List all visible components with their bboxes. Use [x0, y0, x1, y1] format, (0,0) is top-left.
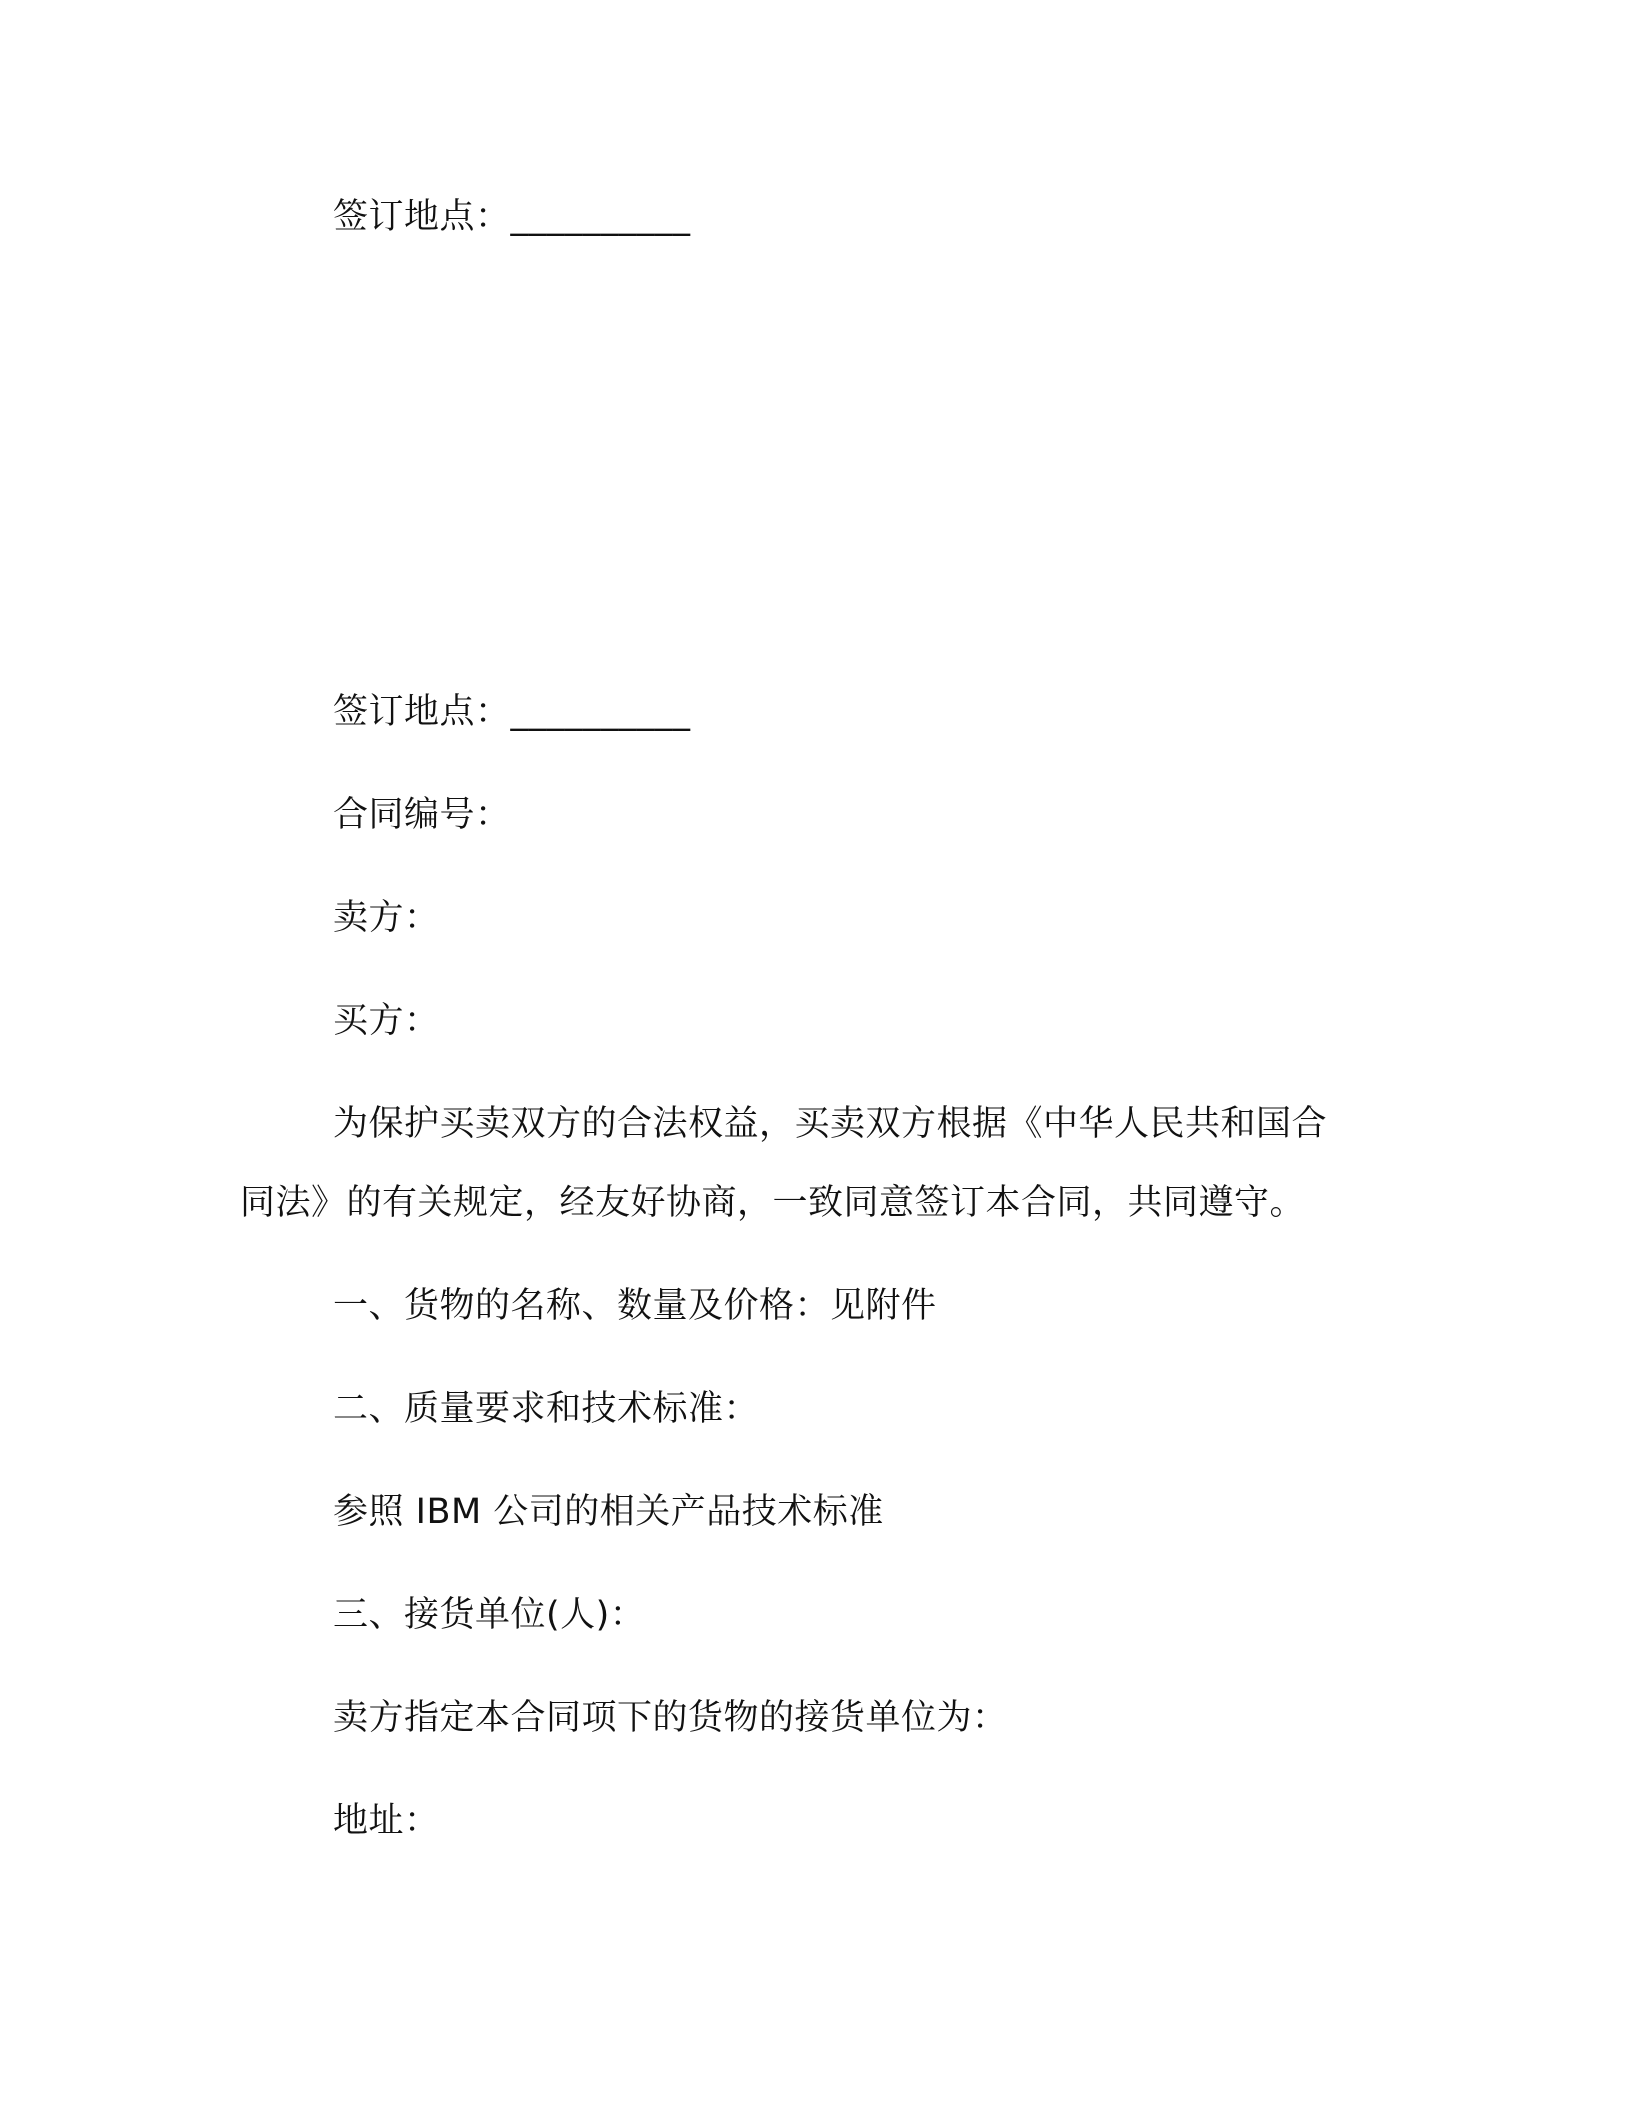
clause-2-body: 参照 IBM 公司的相关产品技术标准: [333, 1492, 884, 1532]
buyer-label: 买方：: [333, 1001, 440, 1041]
clause-2-heading: 二、质量要求和技术标准：: [333, 1389, 760, 1429]
preamble-line-1: 为保护买卖双方的合法权益，买卖双方根据《中华人民共和国合: [333, 1104, 1328, 1144]
signing-place: 签订地点：__________: [333, 692, 691, 732]
clause-1-heading: 一、货物的名称、数量及价格：见附件: [333, 1286, 937, 1326]
address-label: 地址：: [333, 1801, 440, 1841]
seller-label: 卖方：: [333, 898, 440, 938]
clause-3-body: 卖方指定本合同项下的货物的接货单位为：: [333, 1698, 1008, 1738]
contract-number: 合同编号：: [333, 795, 511, 835]
preamble-line-2: 同法》的有关规定，经友好协商，一致同意签订本合同，共同遵守。: [240, 1183, 1306, 1223]
signing-place-top: 签订地点：__________: [333, 197, 691, 237]
clause-3-heading: 三、接货单位(人)：: [333, 1595, 646, 1635]
